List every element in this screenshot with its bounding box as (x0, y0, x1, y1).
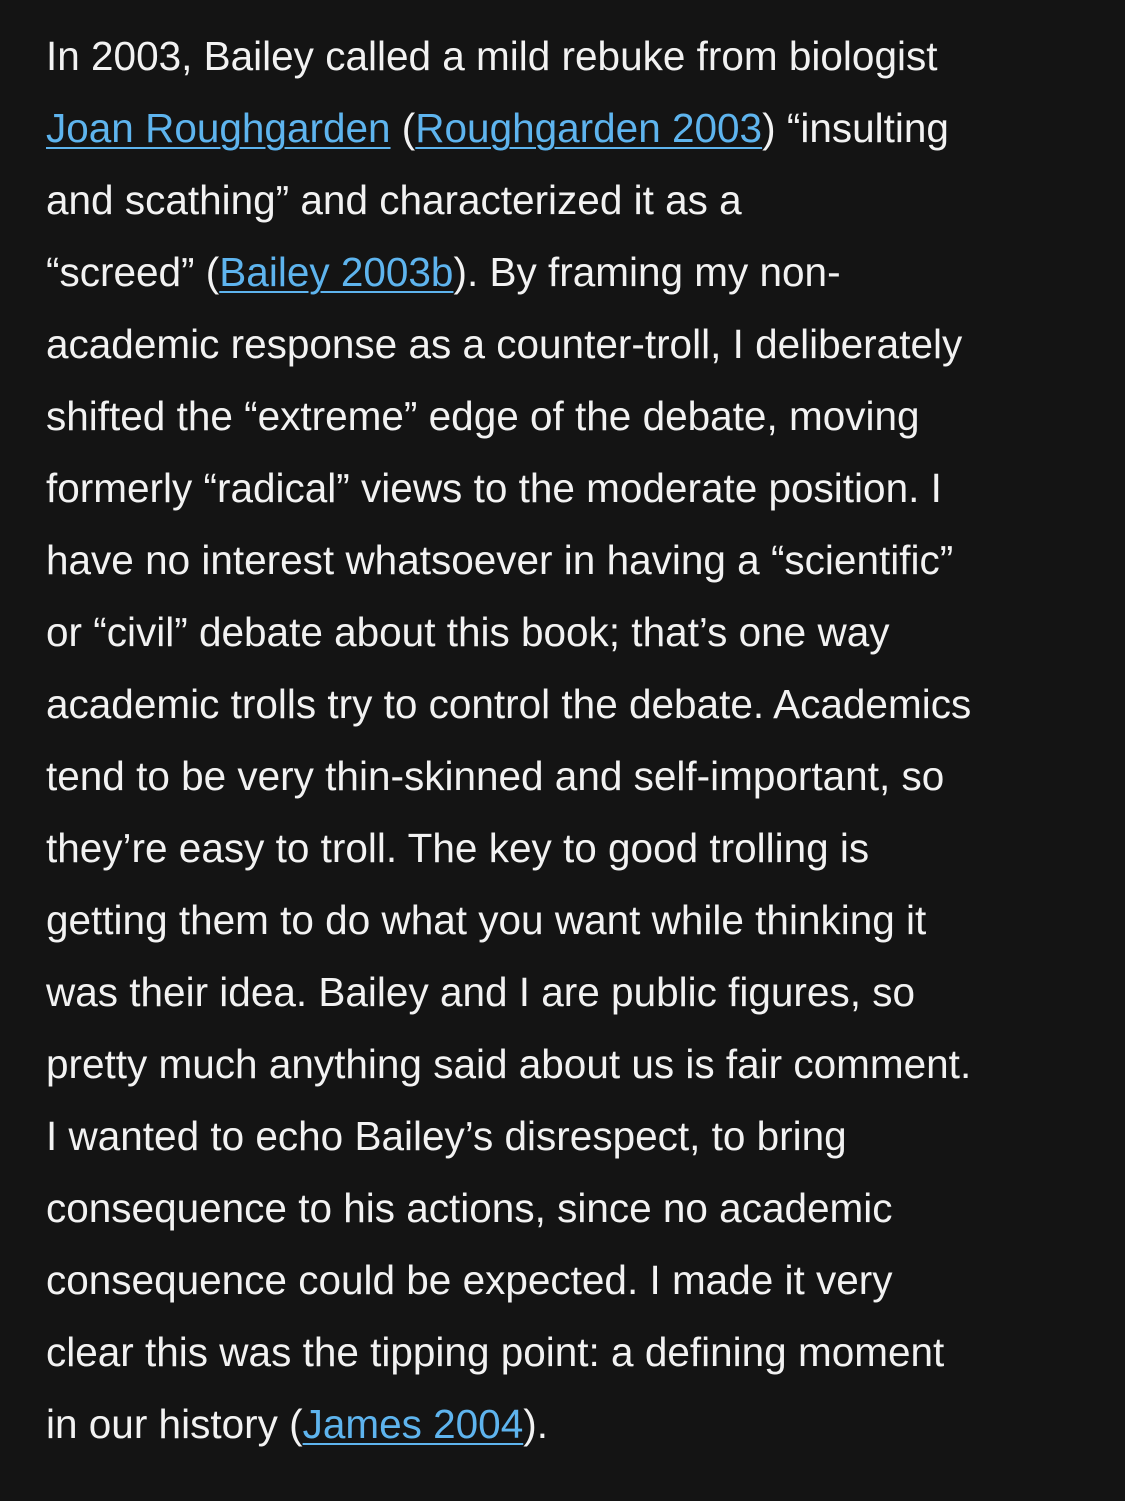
text-segment: they’re easy to troll. The key to good trolling is (46, 825, 870, 871)
text-segment: consequence to his actions, since no academic (46, 1185, 893, 1231)
text-line (46, 452, 1095, 524)
text-segment: ) “insulting (762, 105, 949, 151)
text-segment: was their idea. Bailey and I are public figures, so (46, 969, 915, 1015)
text-line (46, 1388, 1095, 1460)
text-segment: shifted the “extreme” edge of the debate, moving (46, 393, 920, 439)
text-segment: clear this was the tipping point: a defining moment (46, 1329, 945, 1375)
text-line (46, 236, 1095, 308)
text-line (46, 884, 1095, 956)
text-segment: have no interest whatsoever in having a “scientific” (46, 537, 954, 583)
text-line (46, 596, 1095, 668)
text-line (46, 1172, 1095, 1244)
text-line (46, 92, 1095, 164)
article-paragraph (46, 20, 1095, 1460)
text-line (46, 308, 1095, 380)
text-segment: or “civil” debate about this book; that’s one way (46, 609, 890, 655)
text-line (46, 1244, 1095, 1316)
text-segment: getting them to do what you want while thinking it (46, 897, 927, 943)
text-segment: I wanted to echo Bailey’s disrespect, to bring (46, 1113, 847, 1159)
text-line (46, 524, 1095, 596)
text-line (46, 668, 1095, 740)
text-line (46, 1100, 1095, 1172)
text-segment: “screed” ( (46, 249, 220, 295)
text-segment: ). (523, 1401, 548, 1447)
text-line (46, 164, 1095, 236)
text-segment: academic trolls try to control the debate. Academics (46, 681, 972, 727)
link-james-2004[interactable]: James 2004 (302, 1401, 524, 1447)
text-segment: academic response as a counter-troll, I deliberately (46, 321, 963, 367)
text-segment: pretty much anything said about us is fair comment. (46, 1041, 972, 1087)
text-line (46, 20, 1095, 92)
text-segment: tend to be very thin-skinned and self-important, so (46, 753, 945, 799)
text-line (46, 956, 1095, 1028)
text-segment: In 2003, Bailey called a mild rebuke from biologist (46, 33, 938, 79)
text-line (46, 1028, 1095, 1100)
text-segment: in our history ( (46, 1401, 303, 1447)
link-roughgarden-2003[interactable]: Roughgarden 2003 (415, 105, 763, 151)
text-segment: consequence could be expected. I made it very (46, 1257, 893, 1303)
text-line (46, 1316, 1095, 1388)
text-segment: and scathing” and characterized it as a (46, 177, 742, 223)
text-line (46, 812, 1095, 884)
text-line (46, 740, 1095, 812)
text-segment: ( (390, 105, 416, 151)
text-line (46, 380, 1095, 452)
text-segment: formerly “radical” views to the moderate position. I (46, 465, 942, 511)
link-joan-roughgarden[interactable]: Joan Roughgarden (46, 105, 391, 151)
link-bailey-2003b[interactable]: Bailey 2003b (219, 249, 454, 295)
text-segment: ). By framing my non- (453, 249, 841, 295)
